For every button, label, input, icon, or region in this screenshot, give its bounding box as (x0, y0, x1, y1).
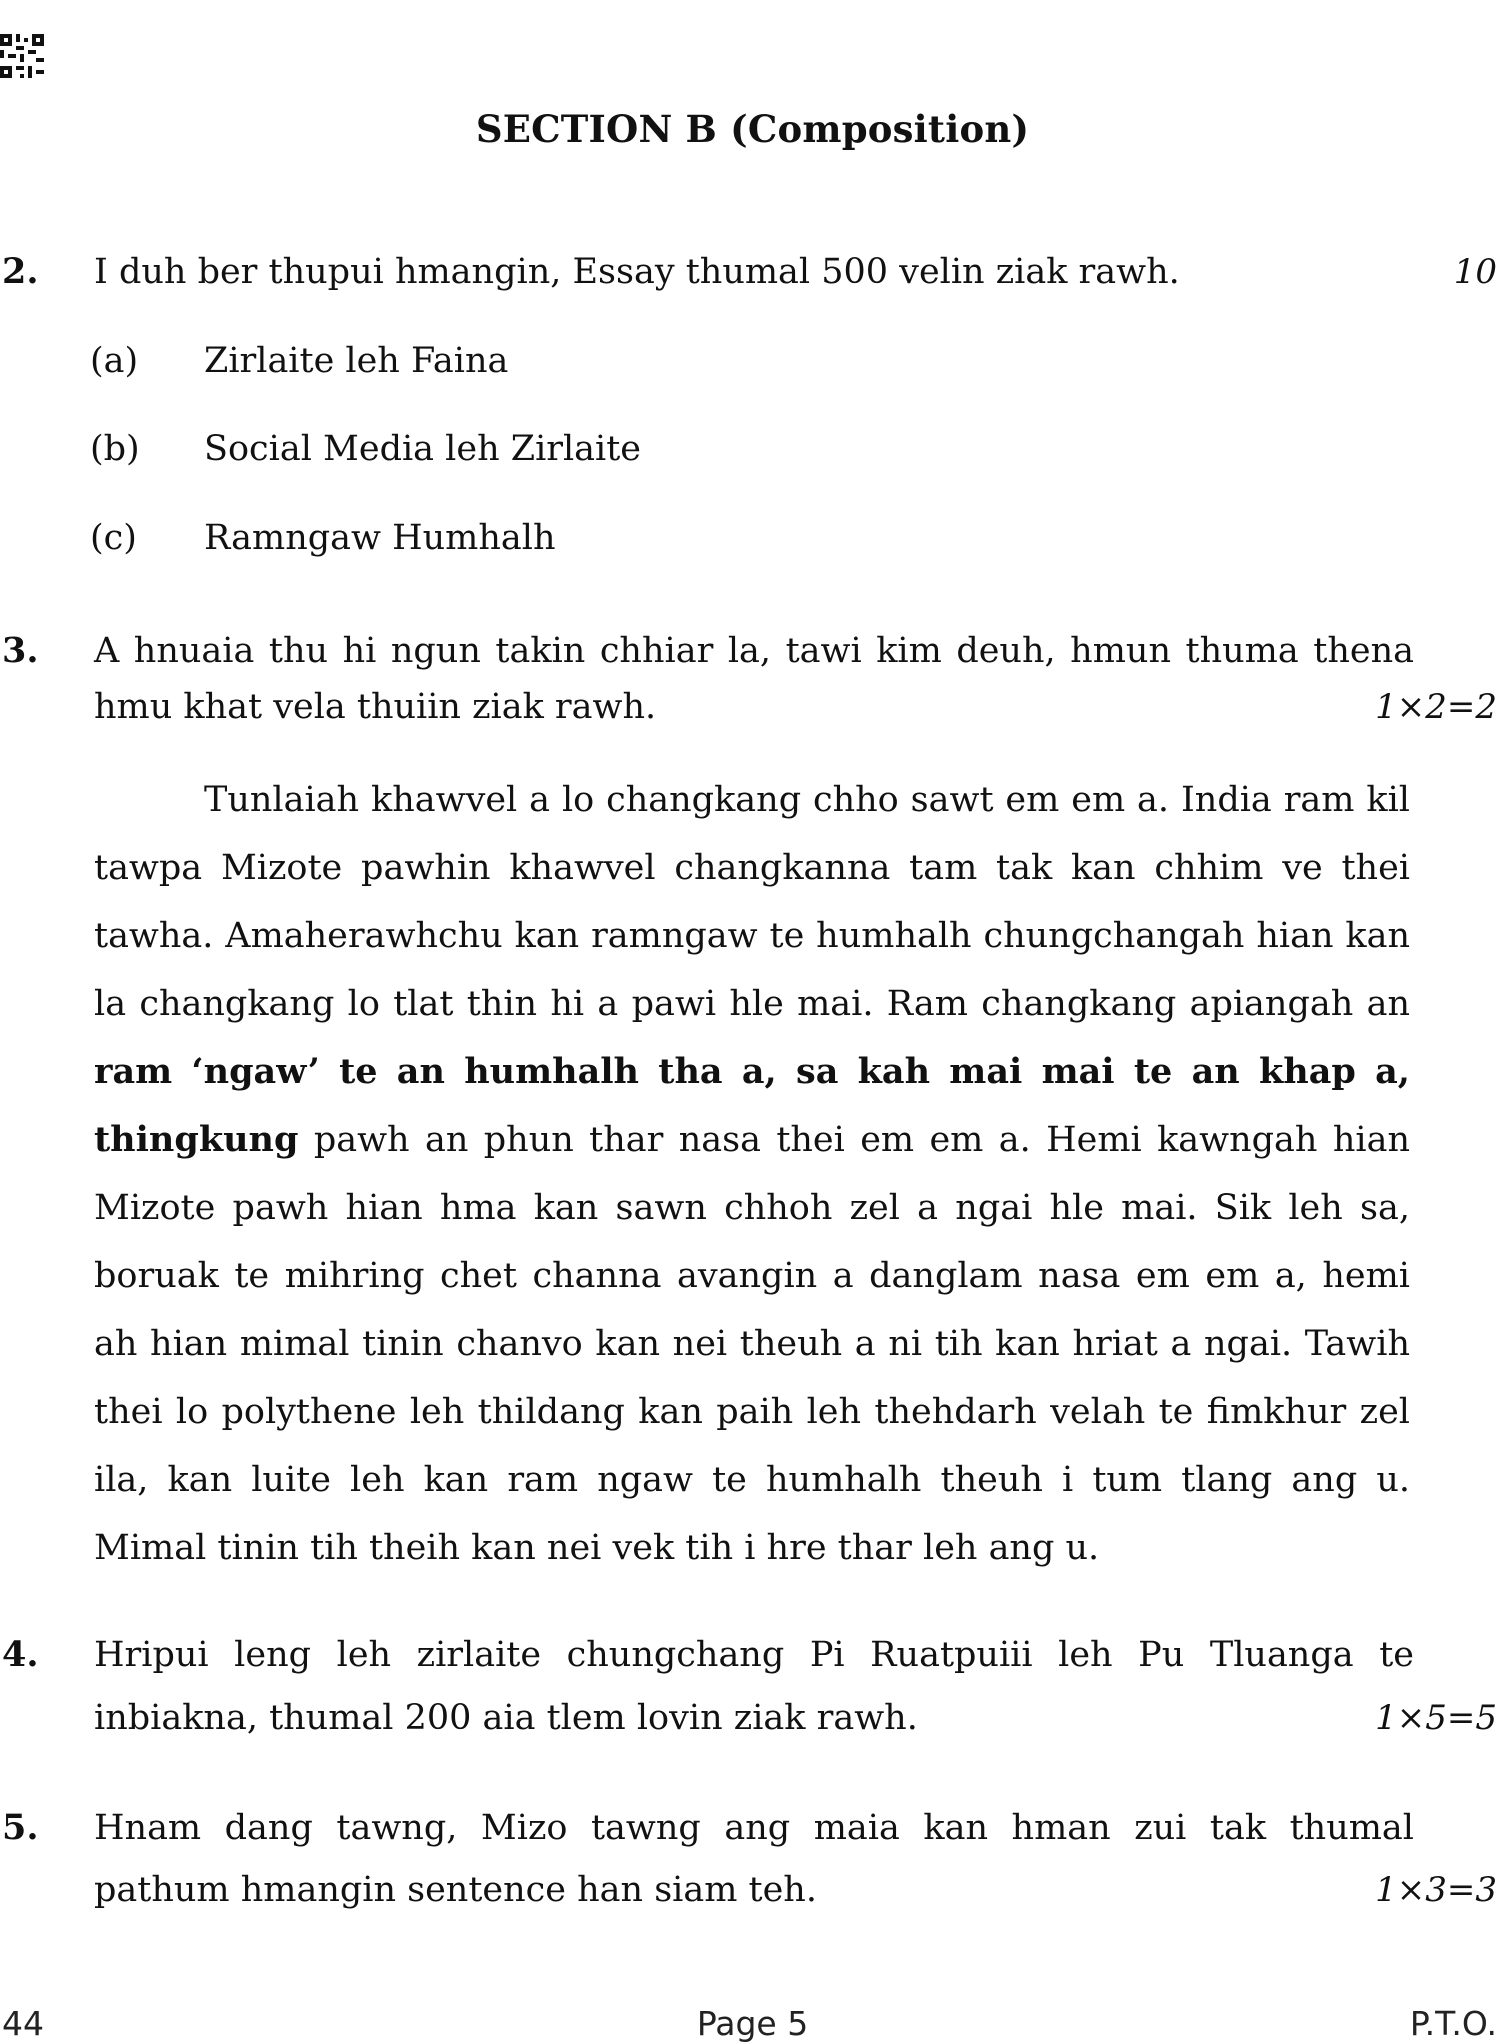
passage-text: pawh an phun thar nasa thei em em a. Hemi kawngah hian Mizote pawh hian hma kan sawn chhoh zel a ngai hle mai. Sik leh sa, boruak te mihring chet channa avangin a danglam nasa em em a, hemi ah hian mimal tinin chanvo kan nei theuh a ni tih kan hriat a ngai. Tawih thei lo polythene leh thildang kan paih leh thehdarh velah te fimkhur zel ila, kan luite leh kan ram ngaw te humhalh theuh i tum tlang ang u. Mimal tinin tih theih kan nei vek tih i hre thar leh ang u. (94, 1120, 1410, 1568)
footer-code: 44 (2, 2004, 44, 2043)
page-number: Page 5 (696, 2004, 809, 2043)
option-text: Social Media leh Zirlaite (204, 429, 642, 469)
footer-pto: P.T.O. (1409, 2004, 1497, 2043)
question-text: I duh ber thupui hmangin, Essay thumal 500 velin ziak rawh. (94, 252, 1180, 292)
question-text-line2: inbiakna, thumal 200 aia tlem lovin ziak rawh. (94, 1698, 918, 1738)
question-text-line1: A hnuaia thu hi ngun takin chhiar la, tawi kim deuh, hmun thuma thena (94, 631, 1414, 671)
question-marks: 1×3=3 (1375, 1870, 1497, 1910)
option-text: Zirlaite leh Faina (204, 341, 509, 381)
question-text-line1: Hripui leng leh zirlaite chungchang Pi Ruatpuiii leh Pu Tluanga te (94, 1635, 1414, 1675)
qr-code-icon (0, 34, 44, 78)
question-marks: 1×2=2 (1375, 687, 1497, 727)
question-marks: 1×5=5 (1375, 1698, 1497, 1738)
section-heading: SECTION B (Composition) (475, 107, 1030, 151)
question-number: 4. (2, 1634, 39, 1675)
question-text-line1: Hnam dang tawng, Mizo tawng ang maia kan hman zui tak thumal (94, 1808, 1414, 1848)
passage-bold-text: ram ‘ngaw’ te an humhalh tha a, sa kah mai mai te an khap a, thingkung (94, 1051, 1410, 1160)
question-text-line2: pathum hmangin sentence han siam teh. (94, 1870, 817, 1910)
question-number: 2. (2, 251, 39, 292)
question-text-line2: hmu khat vela thuiin ziak rawh. (94, 687, 657, 727)
option-letter: (a) (90, 341, 139, 381)
option-letter: (c) (90, 518, 137, 558)
question-marks: 10 (1453, 252, 1497, 292)
passage (94, 766, 1410, 1582)
question-number: 3. (2, 630, 39, 671)
option-letter: (b) (90, 429, 140, 469)
question-number: 5. (2, 1807, 39, 1848)
option-text: Ramngaw Humhalh (204, 518, 556, 558)
passage-text: Tunlaiah khawvel a lo changkang chho sawt em em a. India ram kil tawpa Mizote pawhin khawvel changkanna tam tak kan chhim ve thei tawha. Amaherawhchu kan ramngaw te humhalh chungchangah hian kan la changkang lo tlat thin hi a pawi hle mai. Ram changkang apiangah an (94, 780, 1410, 1024)
